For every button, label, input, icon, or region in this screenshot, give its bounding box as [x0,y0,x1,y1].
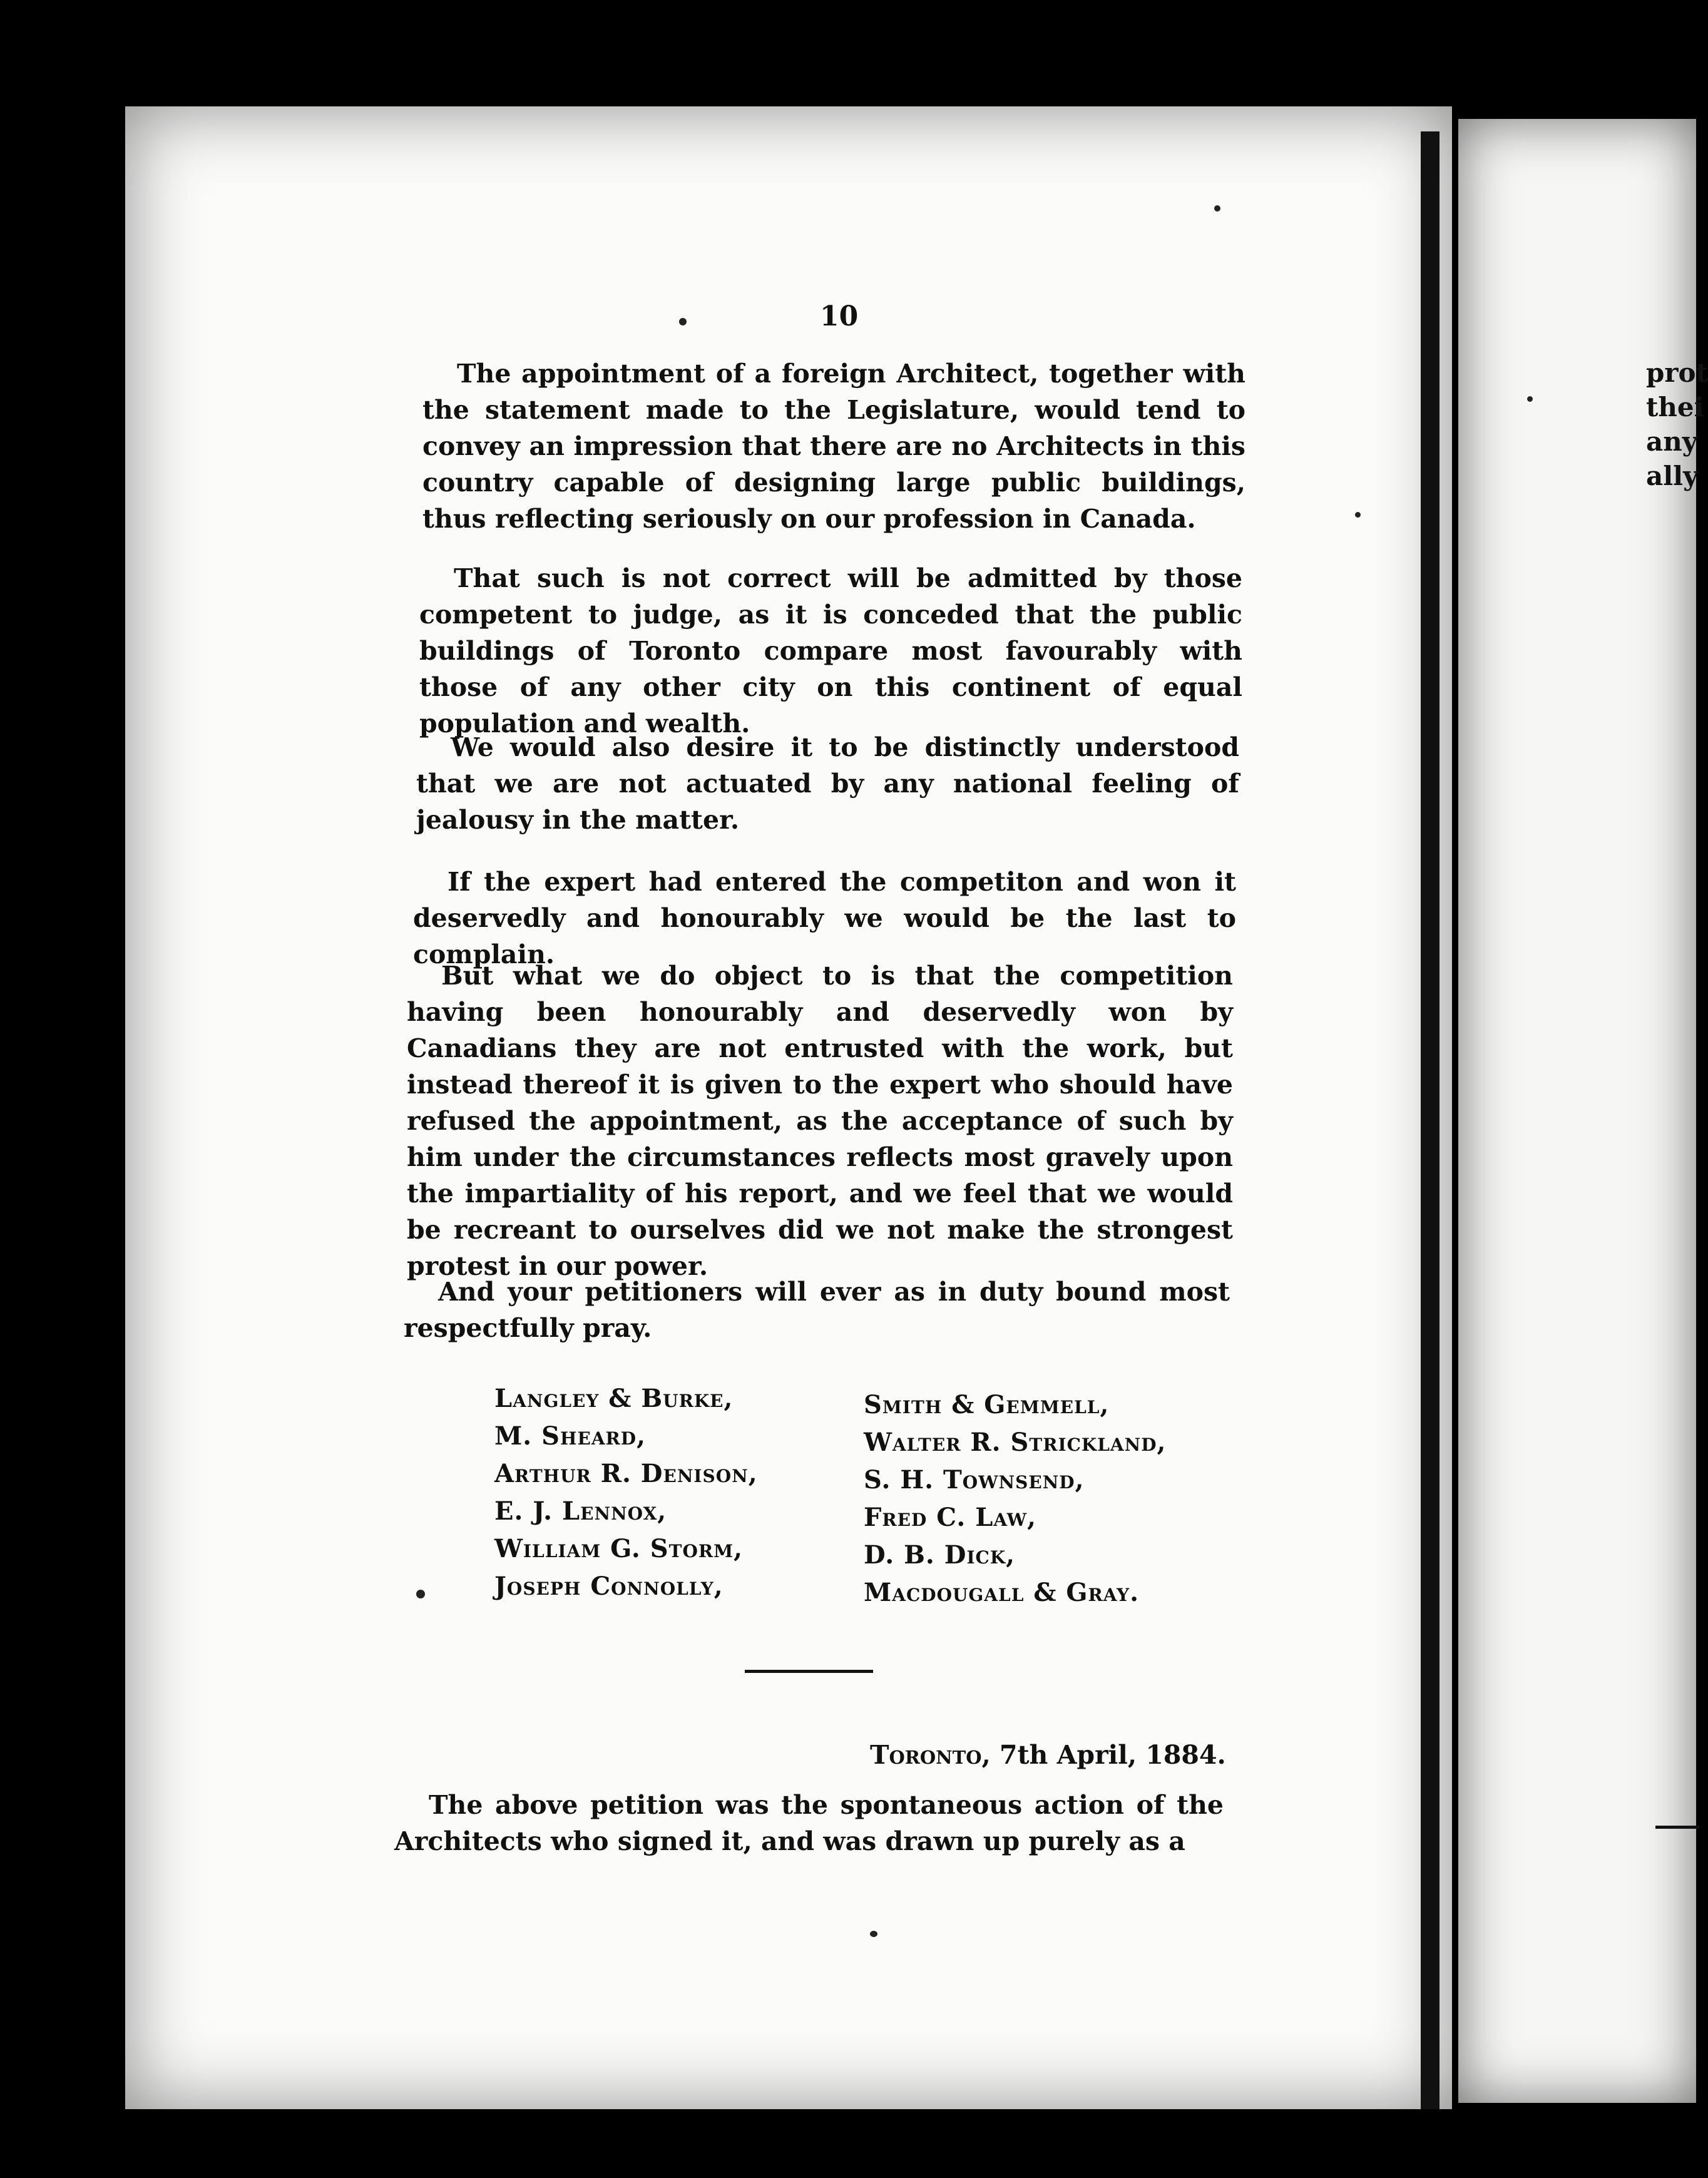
signatory: William G. Storm, [494,1534,744,1563]
facing-page-word: ally [1646,461,1699,491]
signatory: S. H. Townsend, [864,1465,1085,1495]
facing-page-word: prot [1646,357,1708,388]
signatory: Walter R. Strickland, [864,1428,1167,1457]
dateline-city: Toronto, [870,1740,991,1770]
dateline [870,1740,1226,1770]
closing-paragraph: The above petition was the spontaneous action of the Architects who signed it, and was drawn up purely as a [394,1790,1224,1856]
signatories-right [864,1386,1166,1612]
signatory: E. J. Lennox, [494,1496,667,1526]
signatory: Joseph Connolly, [494,1572,724,1601]
scan-speck [679,318,687,325]
signatory: Smith & Gemmell, [864,1390,1110,1419]
scan-speck [1527,396,1533,402]
facing-page-word: thei [1646,392,1704,422]
paragraph-5: But what we do object to is that the competition having been honourably and deservedly won by Canadians they are not entrusted with the work, but instead thereof it is given to the expert who should have refused the appointment, as the acceptance of such by him under the circumstances reflects most gravely upon the impartiality of his report, and we feel that we would be recreant to ourselves did we not make the strongest protest in our power. [407,961,1233,1281]
page-number: 10 [820,300,859,332]
paragraph-2: That such is not correct will be admitted by those competent to judge, as it is conceded that the public buildings of Toronto compare most favourably with those of any other city on this continent of equal population and wealth. [419,563,1242,739]
paragraph-6: And your petitioners will ever as in duty bound most respectfully pray. [404,1277,1230,1343]
scan-speck [1355,512,1361,518]
signatory: Fred C. Law, [864,1503,1037,1532]
dateline-date: 7th April, 1884. [1000,1740,1226,1770]
signatory: M. Sheard, [494,1421,647,1451]
facing-page-rule [1655,1826,1699,1829]
facing-page-word: any [1646,426,1698,457]
section-divider [745,1670,873,1673]
paragraph-4: If the expert had entered the competiton and won it deservedly and honourably we would be the last to complain. [413,867,1236,969]
signatory: D. B. Dick, [864,1540,1016,1570]
signatory: Arthur R. Denison, [494,1459,758,1488]
scan-speck [416,1590,425,1598]
paragraph-3: We would also desire it to be distinctly understood that we are not actuated by any national feeling of jealousy in the matter. [416,732,1239,835]
paragraph-1: The appointment of a foreign Architect, together with the statement made to the Legislature, would tend to convey an impression that there are no Architects in this country capable of designing large public buildings, thus reflecting seriously on our profession in Canada. [422,359,1245,534]
signatories-left [494,1380,758,1605]
right-page-fragment [1458,119,1708,2103]
binding-gutter [1421,131,1440,2109]
signatory: Langley & Burke, [494,1384,734,1413]
scan-speck [1214,205,1220,212]
scan-speck [870,1931,877,1937]
signatory: Macdougall & Gray. [864,1578,1140,1607]
